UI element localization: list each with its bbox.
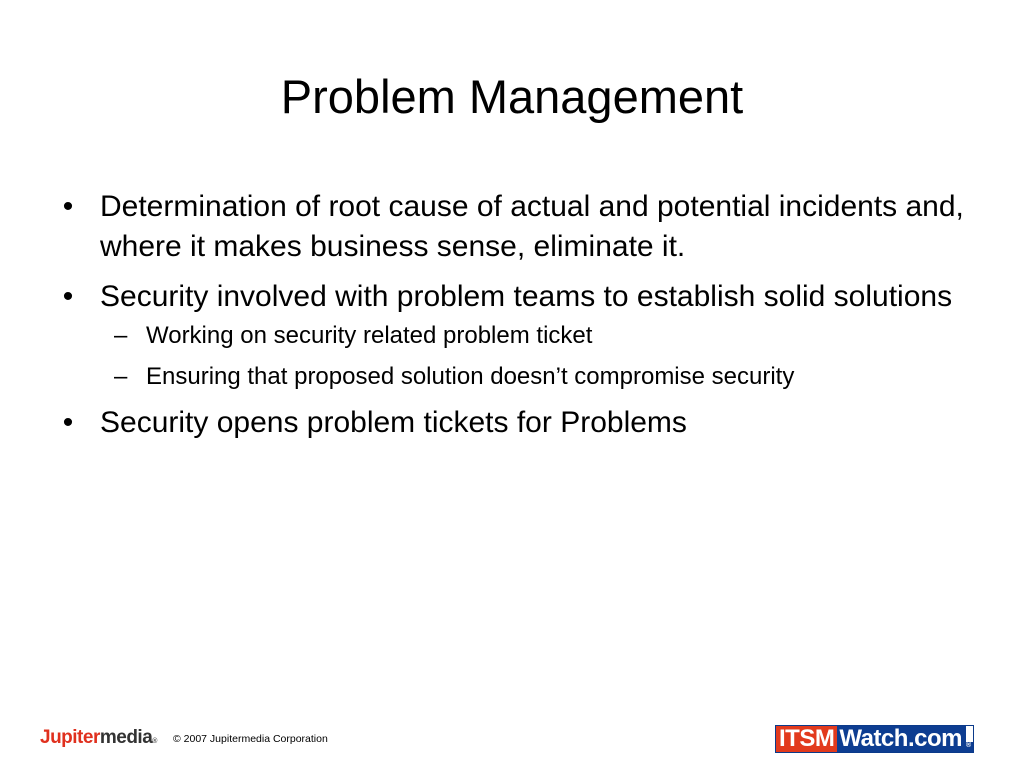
bullet-item bbox=[58, 187, 968, 267]
bullet-list bbox=[58, 187, 968, 453]
logo-text-jupiter: Jupiter bbox=[40, 727, 100, 748]
bullet-marker: • bbox=[62, 406, 74, 439]
sub-bullet-text: Ensuring that proposed solution doesn’t compromise security bbox=[146, 363, 795, 390]
copyright-notice: © 2007 Jupitermedia Corporation bbox=[173, 733, 328, 745]
bullet-text: Determination of root cause of actual and potential incidents and, where it makes business sense, eliminate it. bbox=[100, 190, 964, 263]
sub-bullet-text: Working on security related problem ticket bbox=[146, 322, 593, 349]
bullet-marker: • bbox=[62, 190, 74, 223]
bullet-item bbox=[58, 277, 968, 392]
itsmwatch-logo bbox=[775, 725, 974, 753]
sub-bullet-item bbox=[100, 362, 968, 392]
bullet-marker: • bbox=[62, 280, 74, 313]
logo-text-watch bbox=[837, 726, 966, 752]
sub-bullet-marker: – bbox=[114, 322, 128, 349]
bullet-text: Security involved with problem teams to establish solid solutions bbox=[100, 280, 953, 313]
logo-text-watch-word: Watch bbox=[839, 725, 908, 752]
slide-title: Problem Management bbox=[280, 70, 744, 123]
logo-text-itsm: ITSM bbox=[776, 726, 837, 752]
sub-bullet-list bbox=[100, 321, 968, 392]
registered-mark: ® bbox=[966, 742, 973, 752]
sub-bullet-item bbox=[100, 321, 968, 351]
sub-bullet-marker: – bbox=[114, 363, 128, 390]
slide-footer bbox=[0, 720, 1024, 760]
bullet-item bbox=[58, 403, 968, 443]
logo-text-media: media bbox=[99, 727, 153, 748]
logo-text-dotcom: .com bbox=[907, 725, 962, 752]
registered-mark: ® bbox=[152, 738, 157, 745]
jupitermedia-logo bbox=[40, 726, 157, 754]
bullet-text: Security opens problem tickets for Problems bbox=[100, 406, 687, 439]
